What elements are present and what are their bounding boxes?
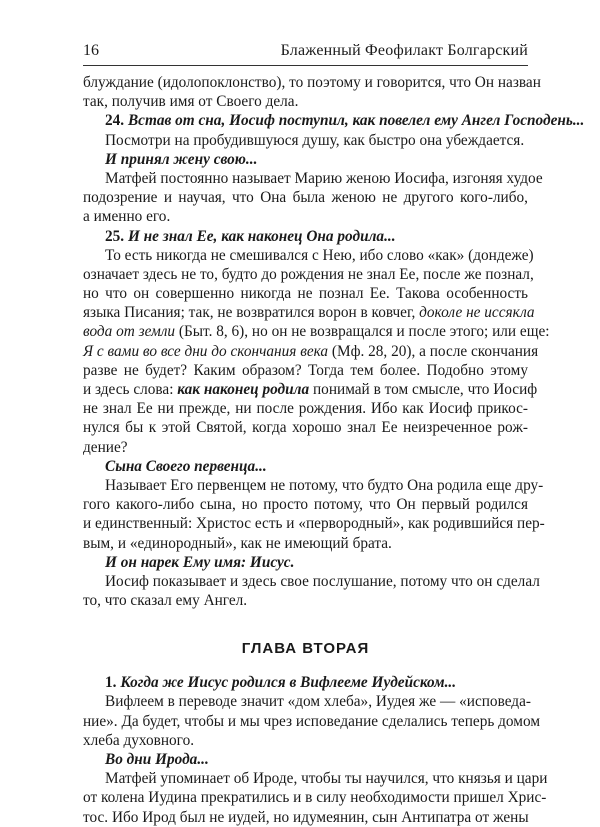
text-line: Вифлеем в переводе значит «дом хлеба», Иудея же — «исповеда- xyxy=(105,693,531,711)
text-line: а именно его. xyxy=(83,208,171,226)
text-line: Называет Его первенцем не потому, что будто Она родила еще дру- xyxy=(105,476,544,494)
scripture-quote: Я с вами во все дни до скончания века xyxy=(83,342,329,360)
text-line: Матфей постоянно называет Марию женою Иосифа, изгоняя худое xyxy=(105,169,543,187)
verse-24-heading xyxy=(83,111,585,130)
text-line: гого какого-либо сына, но просто потому, что Он первый родился xyxy=(83,496,528,514)
text-line: и единственный: Христос есть и «первородный», как родившийся пер- xyxy=(83,515,545,533)
spacer xyxy=(83,610,528,638)
quote-heading: Во дни Ирода... xyxy=(105,751,209,768)
text-line: но что он совершенно никогда не познал Ее. Такова особенность xyxy=(83,285,528,303)
text-run: (Мф. 28, 20), а после скончания xyxy=(328,342,539,360)
text-line: так, получив имя от Своего дела. xyxy=(83,93,299,111)
header-rule xyxy=(83,65,528,66)
verse-25-heading xyxy=(83,227,528,246)
text-run: языка Писания; так, не возвратился ворон в ковчег, xyxy=(83,304,420,322)
text-line xyxy=(83,342,539,361)
text-line xyxy=(83,380,538,399)
verse-text: Когда же Иисус родился в Вифлееме Иудейском... xyxy=(120,674,457,692)
text-line: вым, и «единородный», как не имеющий брата. xyxy=(83,534,392,552)
scripture-quote: вода от земли xyxy=(83,323,176,341)
text-line: не знал Ее ни прежде, ни после рождения. Ибо как Иосиф прикос- xyxy=(83,400,528,418)
text-run: понимай в том смысле, что Иосиф xyxy=(309,381,538,398)
running-title: Блаженный Феофилакт Болгарский xyxy=(280,42,528,59)
text-line: блуждание (идолопоклонство), то поэтому и говорится, что Он назван xyxy=(83,74,541,91)
verse-number: 25. xyxy=(105,227,125,245)
text-line xyxy=(83,322,550,341)
text-line: тос. Ибо Ирод был не иудей, но идумеянин, сын Антипатра от жены xyxy=(83,808,529,826)
text-run: и здесь слова: xyxy=(83,381,178,398)
text-line: ние». Да будет, чтобы и мы чрез исповедание сделались теперь домом xyxy=(83,712,541,730)
emphasis: как наконец родила xyxy=(177,381,310,398)
text-line: от колена Иудина прекратились и в силу необходимости пришел Хрис- xyxy=(83,789,547,807)
text-line: то, что сказал ему Ангел. xyxy=(83,592,248,610)
scripture-quote: доколе не иссякла xyxy=(419,304,535,322)
page-body xyxy=(83,73,585,827)
text-line: Посмотри на пробудившуюся душу, как быстро она убеждается. xyxy=(105,131,525,149)
text-line xyxy=(83,303,535,322)
text-line: То есть никогда не смешивался с Нею, ибо слово «как» (дондеже) xyxy=(105,246,534,264)
text-line: дение? xyxy=(83,438,128,456)
chapter-title: ГЛАВА ВТОРАЯ xyxy=(241,640,370,658)
verse-text: И не знал Ее, как наконец Она родила... xyxy=(127,227,396,245)
text-line: подозрение и научая, что Она была женою не другого кого-либо, xyxy=(83,189,528,207)
text-line: разве не будет? Каким образом? Тогда тем более. Подобно этому xyxy=(83,361,528,379)
text-line: нулся бы к этой Святой, когда хорошо знал Ее неизреченное рож- xyxy=(83,419,528,437)
verse-number: 24. xyxy=(105,112,125,130)
quote-heading: И принял жену свою... xyxy=(105,150,258,168)
text-line: Матфей упоминает об Ироде, чтобы ты научился, что князья и цари xyxy=(105,770,548,788)
page-header xyxy=(83,42,528,66)
text-run: (Быт. 8, 6), но он не возвращался и после этого; или еще: xyxy=(175,323,550,341)
verse-1-heading xyxy=(83,673,528,692)
text-line: хлеба духовного. xyxy=(83,731,195,749)
quote-heading: Сына Своего первенца... xyxy=(105,457,267,475)
text-line: означает здесь не то, будто до рождения не знал Ее, после же познал, xyxy=(83,265,534,283)
page-number: 16 xyxy=(83,42,99,59)
verse-number: 1. xyxy=(105,674,117,692)
spacer xyxy=(83,660,528,673)
quote-heading: И он нарек Ему имя: Иисус. xyxy=(105,553,295,571)
text-line: Иосиф показывает и здесь свое послушание, потому что он сделал xyxy=(105,572,540,590)
verse-text: Встав от сна, Иосиф поступил, как повелел ему Ангел Господень... xyxy=(127,112,585,130)
